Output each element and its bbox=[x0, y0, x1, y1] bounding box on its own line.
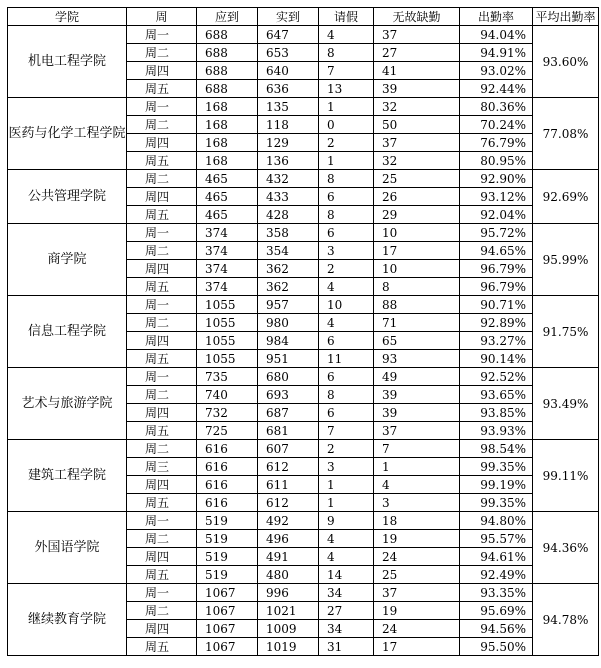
avg-rate-cell: 92.69% bbox=[533, 170, 599, 224]
actual-cell: 362 bbox=[258, 260, 319, 278]
rate-cell: 94.65% bbox=[460, 242, 533, 260]
leave-cell: 34 bbox=[319, 584, 374, 602]
leave-cell: 1 bbox=[319, 98, 374, 116]
leave-cell: 4 bbox=[319, 314, 374, 332]
rate-cell: 93.02% bbox=[460, 62, 533, 80]
table-row bbox=[8, 440, 599, 458]
table-row bbox=[8, 224, 599, 242]
day-cell: 周二 bbox=[127, 440, 197, 458]
expected-cell: 465 bbox=[197, 170, 258, 188]
expected-cell: 616 bbox=[197, 458, 258, 476]
leave-cell: 7 bbox=[319, 62, 374, 80]
actual-cell: 358 bbox=[258, 224, 319, 242]
absent-cell: 71 bbox=[374, 314, 460, 332]
expected-cell: 725 bbox=[197, 422, 258, 440]
college-name-cell: 艺术与旅游学院 bbox=[8, 368, 127, 440]
leave-cell: 2 bbox=[319, 134, 374, 152]
leave-cell: 2 bbox=[319, 440, 374, 458]
expected-cell: 688 bbox=[197, 62, 258, 80]
absent-cell: 10 bbox=[374, 224, 460, 242]
absent-cell: 26 bbox=[374, 188, 460, 206]
absent-cell: 37 bbox=[374, 584, 460, 602]
expected-cell: 1055 bbox=[197, 314, 258, 332]
leave-cell: 27 bbox=[319, 602, 374, 620]
rate-cell: 94.80% bbox=[460, 512, 533, 530]
actual-cell: 432 bbox=[258, 170, 319, 188]
actual-cell: 680 bbox=[258, 368, 319, 386]
expected-cell: 168 bbox=[197, 116, 258, 134]
actual-cell: 433 bbox=[258, 188, 319, 206]
rate-cell: 99.19% bbox=[460, 476, 533, 494]
day-cell: 周五 bbox=[127, 350, 197, 368]
rate-cell: 92.04% bbox=[460, 206, 533, 224]
rate-cell: 90.14% bbox=[460, 350, 533, 368]
avg-rate-cell: 77.08% bbox=[533, 98, 599, 170]
actual-cell: 135 bbox=[258, 98, 319, 116]
day-cell: 周五 bbox=[127, 422, 197, 440]
absent-cell: 18 bbox=[374, 512, 460, 530]
actual-cell: 653 bbox=[258, 44, 319, 62]
expected-cell: 465 bbox=[197, 206, 258, 224]
attendance-table-container bbox=[7, 7, 599, 656]
expected-cell: 740 bbox=[197, 386, 258, 404]
absent-cell: 88 bbox=[374, 296, 460, 314]
college-name-cell: 机电工程学院 bbox=[8, 26, 127, 98]
absent-cell: 65 bbox=[374, 332, 460, 350]
absent-cell: 24 bbox=[374, 548, 460, 566]
expected-cell: 688 bbox=[197, 26, 258, 44]
leave-cell: 6 bbox=[319, 368, 374, 386]
day-cell: 周二 bbox=[127, 44, 197, 62]
expected-cell: 688 bbox=[197, 80, 258, 98]
actual-cell: 693 bbox=[258, 386, 319, 404]
rate-cell: 76.79% bbox=[460, 134, 533, 152]
leave-cell: 8 bbox=[319, 44, 374, 62]
rate-cell: 94.04% bbox=[460, 26, 533, 44]
day-cell: 周二 bbox=[127, 530, 197, 548]
expected-cell: 616 bbox=[197, 494, 258, 512]
absent-cell: 37 bbox=[374, 26, 460, 44]
day-cell: 周四 bbox=[127, 620, 197, 638]
header-actual: 实到 bbox=[258, 8, 319, 26]
leave-cell: 7 bbox=[319, 422, 374, 440]
day-cell: 周一 bbox=[127, 296, 197, 314]
absent-cell: 93 bbox=[374, 350, 460, 368]
header-row bbox=[8, 8, 599, 26]
expected-cell: 374 bbox=[197, 260, 258, 278]
day-cell: 周一 bbox=[127, 26, 197, 44]
leave-cell: 14 bbox=[319, 566, 374, 584]
absent-cell: 37 bbox=[374, 134, 460, 152]
absent-cell: 8 bbox=[374, 278, 460, 296]
header-absent: 无故缺勤 bbox=[374, 8, 460, 26]
rate-cell: 93.12% bbox=[460, 188, 533, 206]
table-row bbox=[8, 26, 599, 44]
absent-cell: 1 bbox=[374, 458, 460, 476]
absent-cell: 17 bbox=[374, 638, 460, 656]
actual-cell: 681 bbox=[258, 422, 319, 440]
actual-cell: 491 bbox=[258, 548, 319, 566]
college-name-cell: 继续教育学院 bbox=[8, 584, 127, 656]
absent-cell: 25 bbox=[374, 170, 460, 188]
actual-cell: 687 bbox=[258, 404, 319, 422]
rate-cell: 96.79% bbox=[460, 278, 533, 296]
rate-cell: 95.72% bbox=[460, 224, 533, 242]
absent-cell: 10 bbox=[374, 260, 460, 278]
day-cell: 周四 bbox=[127, 260, 197, 278]
day-cell: 周一 bbox=[127, 512, 197, 530]
absent-cell: 32 bbox=[374, 98, 460, 116]
absent-cell: 32 bbox=[374, 152, 460, 170]
actual-cell: 636 bbox=[258, 80, 319, 98]
actual-cell: 1019 bbox=[258, 638, 319, 656]
rate-cell: 96.79% bbox=[460, 260, 533, 278]
leave-cell: 4 bbox=[319, 530, 374, 548]
day-cell: 周四 bbox=[127, 476, 197, 494]
rate-cell: 94.61% bbox=[460, 548, 533, 566]
leave-cell: 11 bbox=[319, 350, 374, 368]
expected-cell: 168 bbox=[197, 98, 258, 116]
day-cell: 周四 bbox=[127, 332, 197, 350]
rate-cell: 70.24% bbox=[460, 116, 533, 134]
header-rate: 出勤率 bbox=[460, 8, 533, 26]
leave-cell: 1 bbox=[319, 152, 374, 170]
absent-cell: 29 bbox=[374, 206, 460, 224]
rate-cell: 99.35% bbox=[460, 458, 533, 476]
absent-cell: 41 bbox=[374, 62, 460, 80]
rate-cell: 92.49% bbox=[460, 566, 533, 584]
day-cell: 周三 bbox=[127, 458, 197, 476]
leave-cell: 4 bbox=[319, 278, 374, 296]
leave-cell: 31 bbox=[319, 638, 374, 656]
expected-cell: 519 bbox=[197, 548, 258, 566]
day-cell: 周一 bbox=[127, 98, 197, 116]
rate-cell: 95.50% bbox=[460, 638, 533, 656]
actual-cell: 492 bbox=[258, 512, 319, 530]
header-leave: 请假 bbox=[319, 8, 374, 26]
leave-cell: 34 bbox=[319, 620, 374, 638]
absent-cell: 3 bbox=[374, 494, 460, 512]
avg-rate-cell: 94.36% bbox=[533, 512, 599, 584]
table-row bbox=[8, 584, 599, 602]
day-cell: 周二 bbox=[127, 170, 197, 188]
header-day: 周 bbox=[127, 8, 197, 26]
leave-cell: 8 bbox=[319, 170, 374, 188]
rate-cell: 93.85% bbox=[460, 404, 533, 422]
avg-rate-cell: 94.78% bbox=[533, 584, 599, 656]
table-body bbox=[8, 26, 599, 656]
expected-cell: 168 bbox=[197, 152, 258, 170]
expected-cell: 519 bbox=[197, 512, 258, 530]
actual-cell: 612 bbox=[258, 458, 319, 476]
college-name-cell: 医药与化学工程学院 bbox=[8, 98, 127, 170]
day-cell: 周一 bbox=[127, 224, 197, 242]
absent-cell: 4 bbox=[374, 476, 460, 494]
avg-rate-cell: 95.99% bbox=[533, 224, 599, 296]
day-cell: 周四 bbox=[127, 134, 197, 152]
college-name-cell: 建筑工程学院 bbox=[8, 440, 127, 512]
header-expected: 应到 bbox=[197, 8, 258, 26]
actual-cell: 996 bbox=[258, 584, 319, 602]
actual-cell: 640 bbox=[258, 62, 319, 80]
college-name-cell: 商学院 bbox=[8, 224, 127, 296]
leave-cell: 9 bbox=[319, 512, 374, 530]
rate-cell: 80.36% bbox=[460, 98, 533, 116]
avg-rate-cell: 93.49% bbox=[533, 368, 599, 440]
expected-cell: 374 bbox=[197, 242, 258, 260]
leave-cell: 6 bbox=[319, 224, 374, 242]
header-avg-rate: 平均出勤率 bbox=[533, 8, 599, 26]
absent-cell: 19 bbox=[374, 602, 460, 620]
actual-cell: 362 bbox=[258, 278, 319, 296]
actual-cell: 480 bbox=[258, 566, 319, 584]
expected-cell: 1067 bbox=[197, 638, 258, 656]
absent-cell: 19 bbox=[374, 530, 460, 548]
absent-cell: 39 bbox=[374, 404, 460, 422]
actual-cell: 957 bbox=[258, 296, 319, 314]
leave-cell: 8 bbox=[319, 206, 374, 224]
actual-cell: 118 bbox=[258, 116, 319, 134]
leave-cell: 3 bbox=[319, 242, 374, 260]
table-row bbox=[8, 368, 599, 386]
expected-cell: 168 bbox=[197, 134, 258, 152]
leave-cell: 3 bbox=[319, 458, 374, 476]
day-cell: 周五 bbox=[127, 566, 197, 584]
expected-cell: 1067 bbox=[197, 584, 258, 602]
rate-cell: 92.89% bbox=[460, 314, 533, 332]
day-cell: 周一 bbox=[127, 584, 197, 602]
actual-cell: 428 bbox=[258, 206, 319, 224]
college-name-cell: 信息工程学院 bbox=[8, 296, 127, 368]
day-cell: 周五 bbox=[127, 494, 197, 512]
leave-cell: 4 bbox=[319, 548, 374, 566]
avg-rate-cell: 91.75% bbox=[533, 296, 599, 368]
actual-cell: 984 bbox=[258, 332, 319, 350]
leave-cell: 8 bbox=[319, 386, 374, 404]
header-college: 学院 bbox=[8, 8, 127, 26]
actual-cell: 136 bbox=[258, 152, 319, 170]
day-cell: 周五 bbox=[127, 80, 197, 98]
expected-cell: 1067 bbox=[197, 620, 258, 638]
attendance-table bbox=[7, 7, 599, 656]
day-cell: 周四 bbox=[127, 188, 197, 206]
leave-cell: 6 bbox=[319, 404, 374, 422]
leave-cell: 1 bbox=[319, 494, 374, 512]
day-cell: 周五 bbox=[127, 638, 197, 656]
expected-cell: 1067 bbox=[197, 602, 258, 620]
rate-cell: 93.35% bbox=[460, 584, 533, 602]
actual-cell: 496 bbox=[258, 530, 319, 548]
leave-cell: 1 bbox=[319, 476, 374, 494]
rate-cell: 92.52% bbox=[460, 368, 533, 386]
actual-cell: 129 bbox=[258, 134, 319, 152]
expected-cell: 519 bbox=[197, 566, 258, 584]
avg-rate-cell: 99.11% bbox=[533, 440, 599, 512]
leave-cell: 6 bbox=[319, 188, 374, 206]
expected-cell: 374 bbox=[197, 224, 258, 242]
rate-cell: 93.27% bbox=[460, 332, 533, 350]
rate-cell: 99.35% bbox=[460, 494, 533, 512]
expected-cell: 1055 bbox=[197, 296, 258, 314]
absent-cell: 27 bbox=[374, 44, 460, 62]
day-cell: 周四 bbox=[127, 62, 197, 80]
expected-cell: 616 bbox=[197, 476, 258, 494]
actual-cell: 607 bbox=[258, 440, 319, 458]
absent-cell: 7 bbox=[374, 440, 460, 458]
day-cell: 周五 bbox=[127, 152, 197, 170]
rate-cell: 94.56% bbox=[460, 620, 533, 638]
absent-cell: 25 bbox=[374, 566, 460, 584]
day-cell: 周二 bbox=[127, 602, 197, 620]
expected-cell: 519 bbox=[197, 530, 258, 548]
table-row bbox=[8, 296, 599, 314]
absent-cell: 24 bbox=[374, 620, 460, 638]
day-cell: 周五 bbox=[127, 278, 197, 296]
table-row bbox=[8, 170, 599, 188]
actual-cell: 980 bbox=[258, 314, 319, 332]
day-cell: 周四 bbox=[127, 404, 197, 422]
leave-cell: 10 bbox=[319, 296, 374, 314]
absent-cell: 49 bbox=[374, 368, 460, 386]
actual-cell: 1009 bbox=[258, 620, 319, 638]
day-cell: 周二 bbox=[127, 314, 197, 332]
absent-cell: 39 bbox=[374, 80, 460, 98]
day-cell: 周二 bbox=[127, 386, 197, 404]
absent-cell: 17 bbox=[374, 242, 460, 260]
leave-cell: 0 bbox=[319, 116, 374, 134]
rate-cell: 90.71% bbox=[460, 296, 533, 314]
rate-cell: 93.93% bbox=[460, 422, 533, 440]
absent-cell: 37 bbox=[374, 422, 460, 440]
actual-cell: 611 bbox=[258, 476, 319, 494]
rate-cell: 98.54% bbox=[460, 440, 533, 458]
rate-cell: 95.57% bbox=[460, 530, 533, 548]
leave-cell: 2 bbox=[319, 260, 374, 278]
college-name-cell: 公共管理学院 bbox=[8, 170, 127, 224]
rate-cell: 93.65% bbox=[460, 386, 533, 404]
expected-cell: 1055 bbox=[197, 332, 258, 350]
rate-cell: 92.90% bbox=[460, 170, 533, 188]
expected-cell: 688 bbox=[197, 44, 258, 62]
day-cell: 周四 bbox=[127, 548, 197, 566]
leave-cell: 13 bbox=[319, 80, 374, 98]
rate-cell: 80.95% bbox=[460, 152, 533, 170]
absent-cell: 50 bbox=[374, 116, 460, 134]
expected-cell: 374 bbox=[197, 278, 258, 296]
college-name-cell: 外国语学院 bbox=[8, 512, 127, 584]
rate-cell: 92.44% bbox=[460, 80, 533, 98]
leave-cell: 4 bbox=[319, 26, 374, 44]
leave-cell: 6 bbox=[319, 332, 374, 350]
avg-rate-cell: 93.60% bbox=[533, 26, 599, 98]
actual-cell: 1021 bbox=[258, 602, 319, 620]
day-cell: 周二 bbox=[127, 116, 197, 134]
day-cell: 周一 bbox=[127, 368, 197, 386]
table-row bbox=[8, 512, 599, 530]
day-cell: 周二 bbox=[127, 242, 197, 260]
expected-cell: 1055 bbox=[197, 350, 258, 368]
rate-cell: 94.91% bbox=[460, 44, 533, 62]
expected-cell: 616 bbox=[197, 440, 258, 458]
actual-cell: 647 bbox=[258, 26, 319, 44]
absent-cell: 39 bbox=[374, 386, 460, 404]
actual-cell: 354 bbox=[258, 242, 319, 260]
expected-cell: 465 bbox=[197, 188, 258, 206]
day-cell: 周五 bbox=[127, 206, 197, 224]
expected-cell: 732 bbox=[197, 404, 258, 422]
expected-cell: 735 bbox=[197, 368, 258, 386]
actual-cell: 612 bbox=[258, 494, 319, 512]
rate-cell: 95.69% bbox=[460, 602, 533, 620]
actual-cell: 951 bbox=[258, 350, 319, 368]
table-row bbox=[8, 98, 599, 116]
